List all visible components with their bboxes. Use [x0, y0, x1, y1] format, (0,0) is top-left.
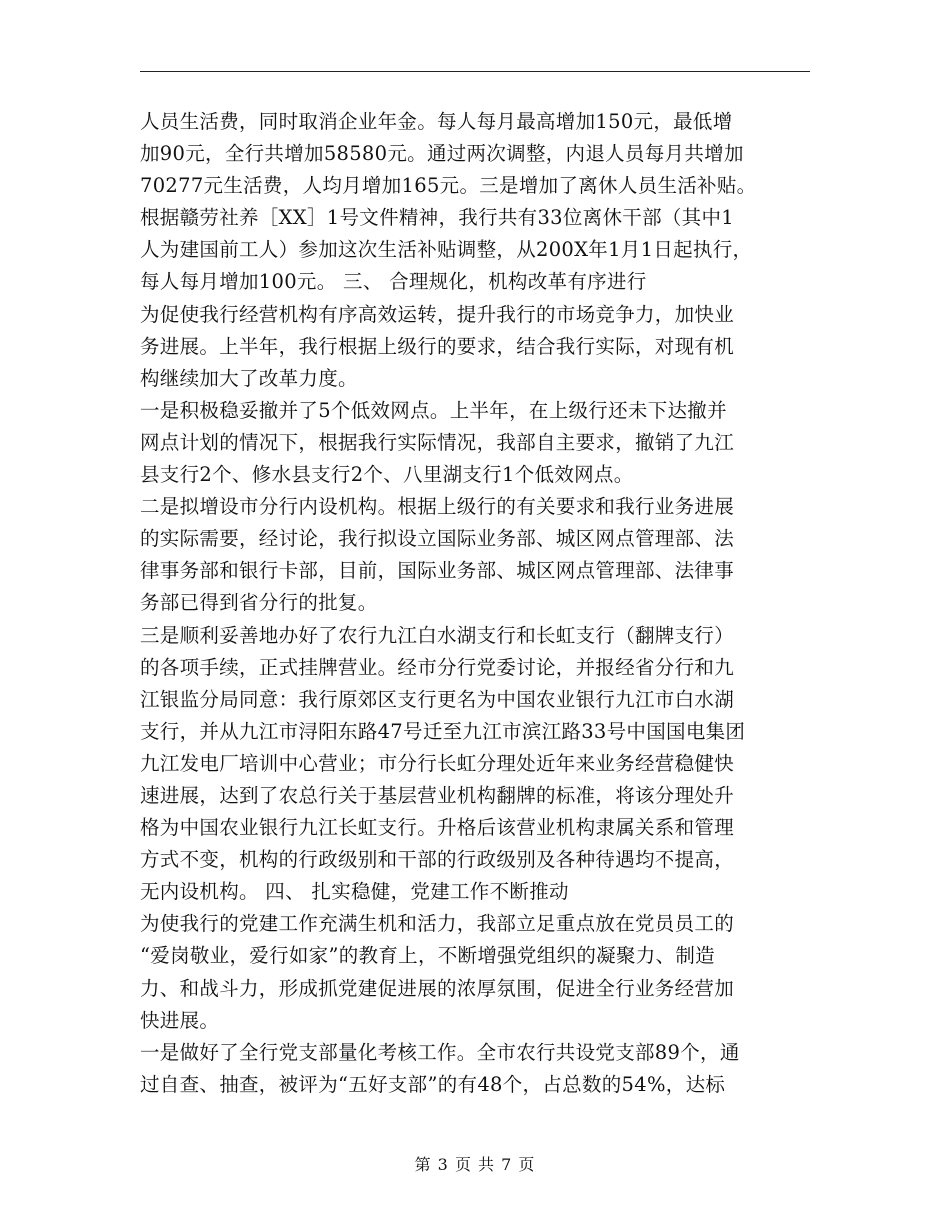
text-line: 三是顺利妥善地办好了农行九江白水湖支行和长虹支行（翻牌支行）: [140, 623, 735, 647]
text-line: 格为中国农业银行九江长虹支行。升格后该营业机构隶属关系和管理: [140, 816, 735, 840]
text-line: 过自查、抽查，被评为“五好支部”的有48个，占总数的54%，达标: [140, 1072, 726, 1096]
text-line: 无内设机构。 四、 扎实稳健，党建工作不断推动: [140, 880, 569, 904]
text-line: 一是积极稳妥撤并了5个低效网点。上半年，在上级行还未下达撤并: [140, 398, 727, 422]
text-line: 务部已得到省分行的批复。: [140, 591, 378, 615]
text-line: 律事务部和银行卡部，目前，国际业务部、城区网点管理部、法律事: [140, 559, 735, 583]
text-line: 江银监分局同意：我行原郊区支行更名为中国农业银行九江市白水湖: [140, 687, 735, 711]
document-body: [140, 106, 820, 1101]
text-line: 的实际需要，经讨论，我行拟设立国际业务部、城区网点管理部、法: [140, 527, 735, 551]
text-line: 加90元，全行共增加58580元。通过两次调整，内退人员每月共增加: [140, 142, 744, 166]
text-line: 网点计划的情况下，根据我行实际情况，我部自主要求，撤销了九江: [140, 430, 735, 454]
page-number-footer: 第 3 页 共 7 页: [414, 1155, 536, 1174]
text-line: 人员生活费，同时取消企业年金。每人每月最高增加150元，最低增: [140, 110, 733, 133]
text-line: 速进展，达到了农总行关于基层营业机构翻牌的标准，将该分理处升: [140, 783, 735, 807]
text-line: 二是拟增设市分行内设机构。根据上级行的有关要求和我行业务进展: [140, 495, 735, 519]
text-line: 为使我行的党建工作充满生机和活力，我部立足重点放在党员员工的: [140, 912, 735, 936]
text-line: 务进展。上半年，我行根据上级行的要求，结合我行实际，对现有机: [140, 334, 735, 358]
text-line: 根据赣劳社养［XX］1号文件精神，我行共有33位离休干部（其中1: [140, 206, 734, 230]
text-line: 每人每月增加100元。 三、 合理规化，机构改革有序进行: [140, 270, 647, 294]
text-line: 构继续加大了改革力度。: [140, 366, 358, 390]
text-line: 九江发电厂培训中心营业；市分行长虹分理处近年来业务经营稳健快: [140, 751, 735, 775]
text-line: 的各项手续，正式挂牌营业。经市分行党委讨论，并报经省分行和九: [140, 655, 735, 679]
text-line: “爱岗敬业，爱行如家”的教育上，不断增强党组织的凝聚力、制造: [140, 944, 715, 968]
text-line: 70277元生活费，人均月增加165元。三是增加了离休人员生活补贴。: [140, 174, 757, 198]
text-line: 人为建国前工人）参加这次生活补贴调整，从200X年1月1日起执行，: [140, 238, 753, 262]
text-line: 为促使我行经营机构有序高效运转，提升我行的市场竞争力，加快业: [140, 302, 735, 326]
text-line: 力、和战斗力，形成抓党建促进展的浓厚氛围，促进全行业务经营加: [140, 976, 735, 1000]
text-line: 快进展。: [140, 1008, 220, 1032]
text-line: 方式不变，机构的行政级别和干部的行政级别及各种待遇均不提高，: [140, 848, 735, 872]
text-line: 支行，并从九江市浔阳东路47号迁至九江市滨江路33号中国国电集团: [140, 719, 746, 743]
text-line: 县支行2个、修水县支行2个、八里湖支行1个低效网点。: [140, 463, 634, 487]
text-line: 一是做好了全行党支部量化考核工作。全市农行共设党支部89个，通: [140, 1040, 740, 1064]
header-rule: [140, 71, 810, 72]
